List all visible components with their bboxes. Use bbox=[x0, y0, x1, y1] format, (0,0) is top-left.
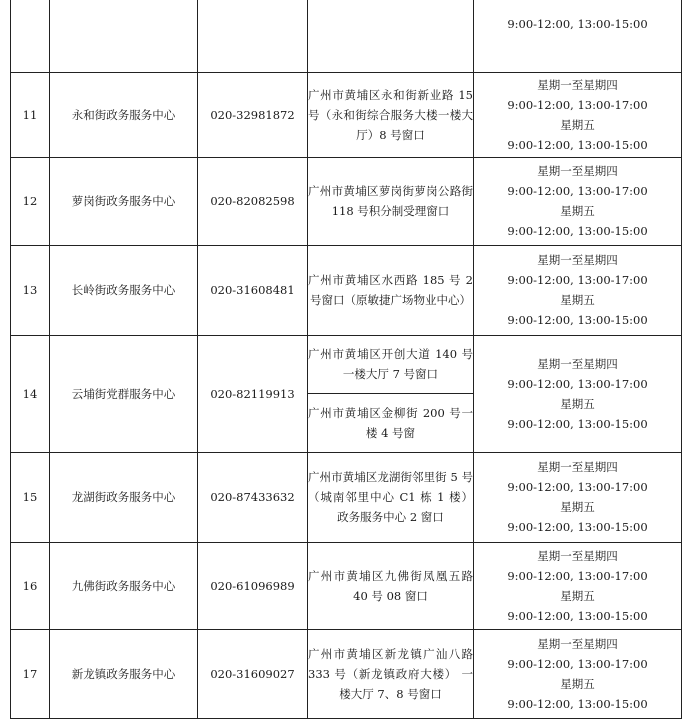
hours-line: 星期一至星期四 bbox=[537, 548, 618, 563]
hours-line: 9:00-12:00, 13:00-15:00 bbox=[507, 137, 648, 152]
service-center-table bbox=[10, 0, 682, 719]
cell-hours bbox=[474, 245, 682, 335]
hours-line: 9:00-12:00, 13:00-15:00 bbox=[507, 608, 648, 623]
cell-phone: 020-32981872 bbox=[198, 72, 308, 157]
cell-phone: 020-87433632 bbox=[198, 452, 308, 542]
cell-num: 12 bbox=[11, 157, 50, 245]
cell-address bbox=[308, 157, 474, 245]
cell-hours bbox=[474, 629, 682, 718]
cell-address bbox=[308, 452, 474, 542]
cell-hours bbox=[474, 0, 682, 72]
cell-name: 长岭街政务服务中心 bbox=[50, 245, 198, 335]
cell-phone bbox=[198, 0, 308, 72]
cell-name: 永和街政务服务中心 bbox=[50, 72, 198, 157]
hours-line: 9:00-12:00, 13:00-15:00 bbox=[507, 224, 648, 238]
table-row bbox=[11, 157, 682, 245]
table-row bbox=[11, 72, 682, 157]
hours-line: 星期一至星期四 bbox=[537, 460, 618, 474]
cell-num: 16 bbox=[11, 542, 50, 629]
cell-hours bbox=[474, 157, 682, 245]
table-row bbox=[11, 335, 682, 393]
cell-num bbox=[11, 0, 50, 72]
cell-hours bbox=[474, 452, 682, 542]
hours-line: 9:00-12:00, 13:00-15:00 bbox=[507, 17, 648, 31]
hours-line: 9:00-12:00, 13:00-15:00 bbox=[507, 696, 648, 711]
hours-line: 9:00-12:00, 13:00-17:00 bbox=[507, 376, 648, 391]
cell-address bbox=[308, 393, 474, 452]
cell-address bbox=[308, 629, 474, 718]
cell-num: 13 bbox=[11, 245, 50, 335]
hours-line: 星期五 bbox=[560, 500, 595, 514]
cell-name: 新龙镇政务服务中心 bbox=[50, 629, 198, 718]
cell-num: 17 bbox=[11, 629, 50, 718]
table-row bbox=[11, 452, 682, 542]
cell-name: 龙湖街政务服务中心 bbox=[50, 452, 198, 542]
hours-line: 9:00-12:00, 13:00-17:00 bbox=[507, 480, 648, 494]
cell-hours bbox=[474, 72, 682, 157]
cell-name: 九佛街政务服务中心 bbox=[50, 542, 198, 629]
address-text: 广州市黄埔区永和街新业路 15 号（永和街综合服务大楼一楼大厅）8 号窗口 bbox=[308, 87, 473, 142]
cell-hours bbox=[474, 542, 682, 629]
address-text: 广州市黄埔区开创大道 140 号一楼大厅 7 号窗口 bbox=[308, 347, 473, 381]
table-row bbox=[11, 542, 682, 629]
address-text: 广州市黄埔区新龙镇广汕八路 333 号（新龙镇政府大楼） 一楼大厅 7、8 号窗口 bbox=[308, 646, 473, 701]
cell-name bbox=[50, 0, 198, 72]
hours-line: 星期一至星期四 bbox=[537, 356, 618, 371]
cell-address bbox=[308, 542, 474, 629]
hours-line: 星期一至星期四 bbox=[537, 164, 618, 178]
hours-line: 星期五 bbox=[560, 204, 595, 218]
hours-line: 星期一至星期四 bbox=[537, 636, 618, 651]
cell-phone: 020-31609027 bbox=[198, 629, 308, 718]
hours-line: 9:00-12:00, 13:00-15:00 bbox=[507, 313, 648, 327]
hours-line: 9:00-12:00, 13:00-17:00 bbox=[507, 184, 648, 198]
address-text: 广州市黄埔区九佛街凤凰五路 40 号 08 窗口 bbox=[308, 568, 473, 603]
cell-address bbox=[308, 335, 474, 393]
hours-line: 9:00-12:00, 13:00-15:00 bbox=[507, 416, 648, 431]
table-row bbox=[11, 245, 682, 335]
cell-address bbox=[308, 0, 474, 72]
cell-name: 萝岗街政务服务中心 bbox=[50, 157, 198, 245]
cell-name: 云埔街党群服务中心 bbox=[50, 335, 198, 452]
hours-line: 星期五 bbox=[560, 396, 595, 411]
hours-line: 9:00-12:00, 13:00-17:00 bbox=[507, 568, 648, 583]
hours-line: 星期五 bbox=[560, 588, 595, 603]
cell-num: 14 bbox=[11, 335, 50, 452]
hours-line: 星期一至星期四 bbox=[537, 77, 618, 92]
hours-line: 星期五 bbox=[560, 117, 595, 132]
address-text: 广州市黄埔区萝岗街萝岗公路街 118 号积分制受理窗口 bbox=[308, 184, 473, 218]
cell-num: 15 bbox=[11, 452, 50, 542]
cell-phone: 020-31608481 bbox=[198, 245, 308, 335]
hours-line: 星期一至星期四 bbox=[537, 253, 618, 267]
hours-line: 9:00-12:00, 13:00-17:00 bbox=[507, 97, 648, 112]
hours-line: 9:00-12:00, 13:00-15:00 bbox=[507, 520, 648, 534]
hours-line: 9:00-12:00, 13:00-17:00 bbox=[507, 656, 648, 671]
cell-phone: 020-82119913 bbox=[198, 335, 308, 452]
address-text: 广州市黄埔区水西路 185 号 2 号窗口（原敏捷广场物业中心） bbox=[308, 273, 473, 307]
cell-num: 11 bbox=[11, 72, 50, 157]
cell-address bbox=[308, 72, 474, 157]
table-row bbox=[11, 629, 682, 718]
address-text: 广州市黄埔区金柳街 200 号一楼 4 号窗 bbox=[308, 405, 473, 440]
address-text: 广州市黄埔区龙湖街邻里街 5 号（城南邻里中心 C1 栋 1 楼） 政务服务中心 2 窗口 bbox=[308, 470, 473, 524]
cell-address bbox=[308, 245, 474, 335]
hours-line: 星期五 bbox=[560, 676, 595, 691]
cell-phone: 020-82082598 bbox=[198, 157, 308, 245]
cell-phone: 020-61096989 bbox=[198, 542, 308, 629]
table-row-continuation bbox=[11, 0, 682, 72]
hours-line: 9:00-12:00, 13:00-17:00 bbox=[507, 273, 648, 287]
hours-line: 星期五 bbox=[560, 293, 595, 307]
cell-hours bbox=[474, 335, 682, 452]
